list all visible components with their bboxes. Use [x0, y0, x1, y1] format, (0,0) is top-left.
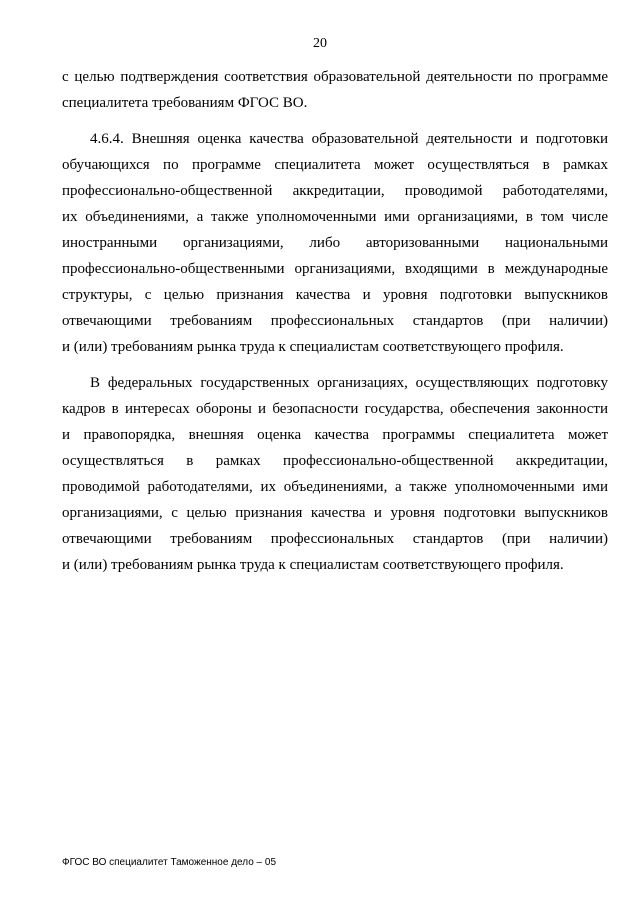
text-line: отвечающими требованиям профессиональных стандартов (при наличии)	[62, 313, 608, 329]
text-line: профессионально-общественной аккредитации, проводимой работодателями,	[62, 183, 608, 199]
text-line: осуществляться в рамках профессионально-общественной аккредитации,	[62, 453, 608, 469]
text-line: обучающихся по программе специалитета может осуществляться в рамках	[62, 157, 608, 173]
text-line: проводимой работодателями, их объединениями, а также уполномоченными ими	[62, 479, 608, 495]
text-line: В федеральных государственных организациях, осуществляющих подготовку	[90, 375, 608, 391]
text-line: 4.6.4. Внешняя оценка качества образовательной деятельности и подготовки	[90, 131, 608, 147]
text-line: структуры, с целью признания качества и уровня подготовки выпускников	[62, 287, 608, 303]
text-line: организациями, с целью признания качества и уровня подготовки выпускников	[62, 505, 608, 521]
text-line: их объединениями, а также уполномоченными ими организациями, в том числе	[62, 209, 608, 225]
page-number: 20	[313, 36, 327, 51]
paragraph-federal-organizations	[62, 370, 608, 578]
page-footer: ФГОС ВО специалитет Таможенное дело – 05	[62, 857, 277, 868]
text-line: и (или) требованиям рынка труда к специалистам соответствующего профиля.	[62, 339, 564, 355]
text-line: и (или) требованиям рынка труда к специалистам соответствующего профиля.	[62, 557, 564, 573]
text-line: отвечающими требованиям профессиональных стандартов (при наличии)	[62, 531, 608, 547]
text-line: специалитета требованиям ФГОС ВО.	[62, 95, 308, 111]
paragraph-4-6-4	[62, 126, 608, 360]
text-line: иностранными организациями, либо авторизованными национальными	[62, 235, 608, 251]
document-body	[62, 64, 608, 578]
text-line: профессионально-общественными организациями, входящими в международные	[62, 261, 608, 277]
text-line: кадров в интересах обороны и безопасности государства, обеспечения законности	[62, 401, 608, 417]
paragraph-continuation	[62, 64, 608, 116]
text-line: с целью подтверждения соответствия образовательной деятельности по программе	[62, 69, 608, 85]
text-line: и правопорядка, внешняя оценка качества программы специалитета может	[62, 427, 608, 443]
